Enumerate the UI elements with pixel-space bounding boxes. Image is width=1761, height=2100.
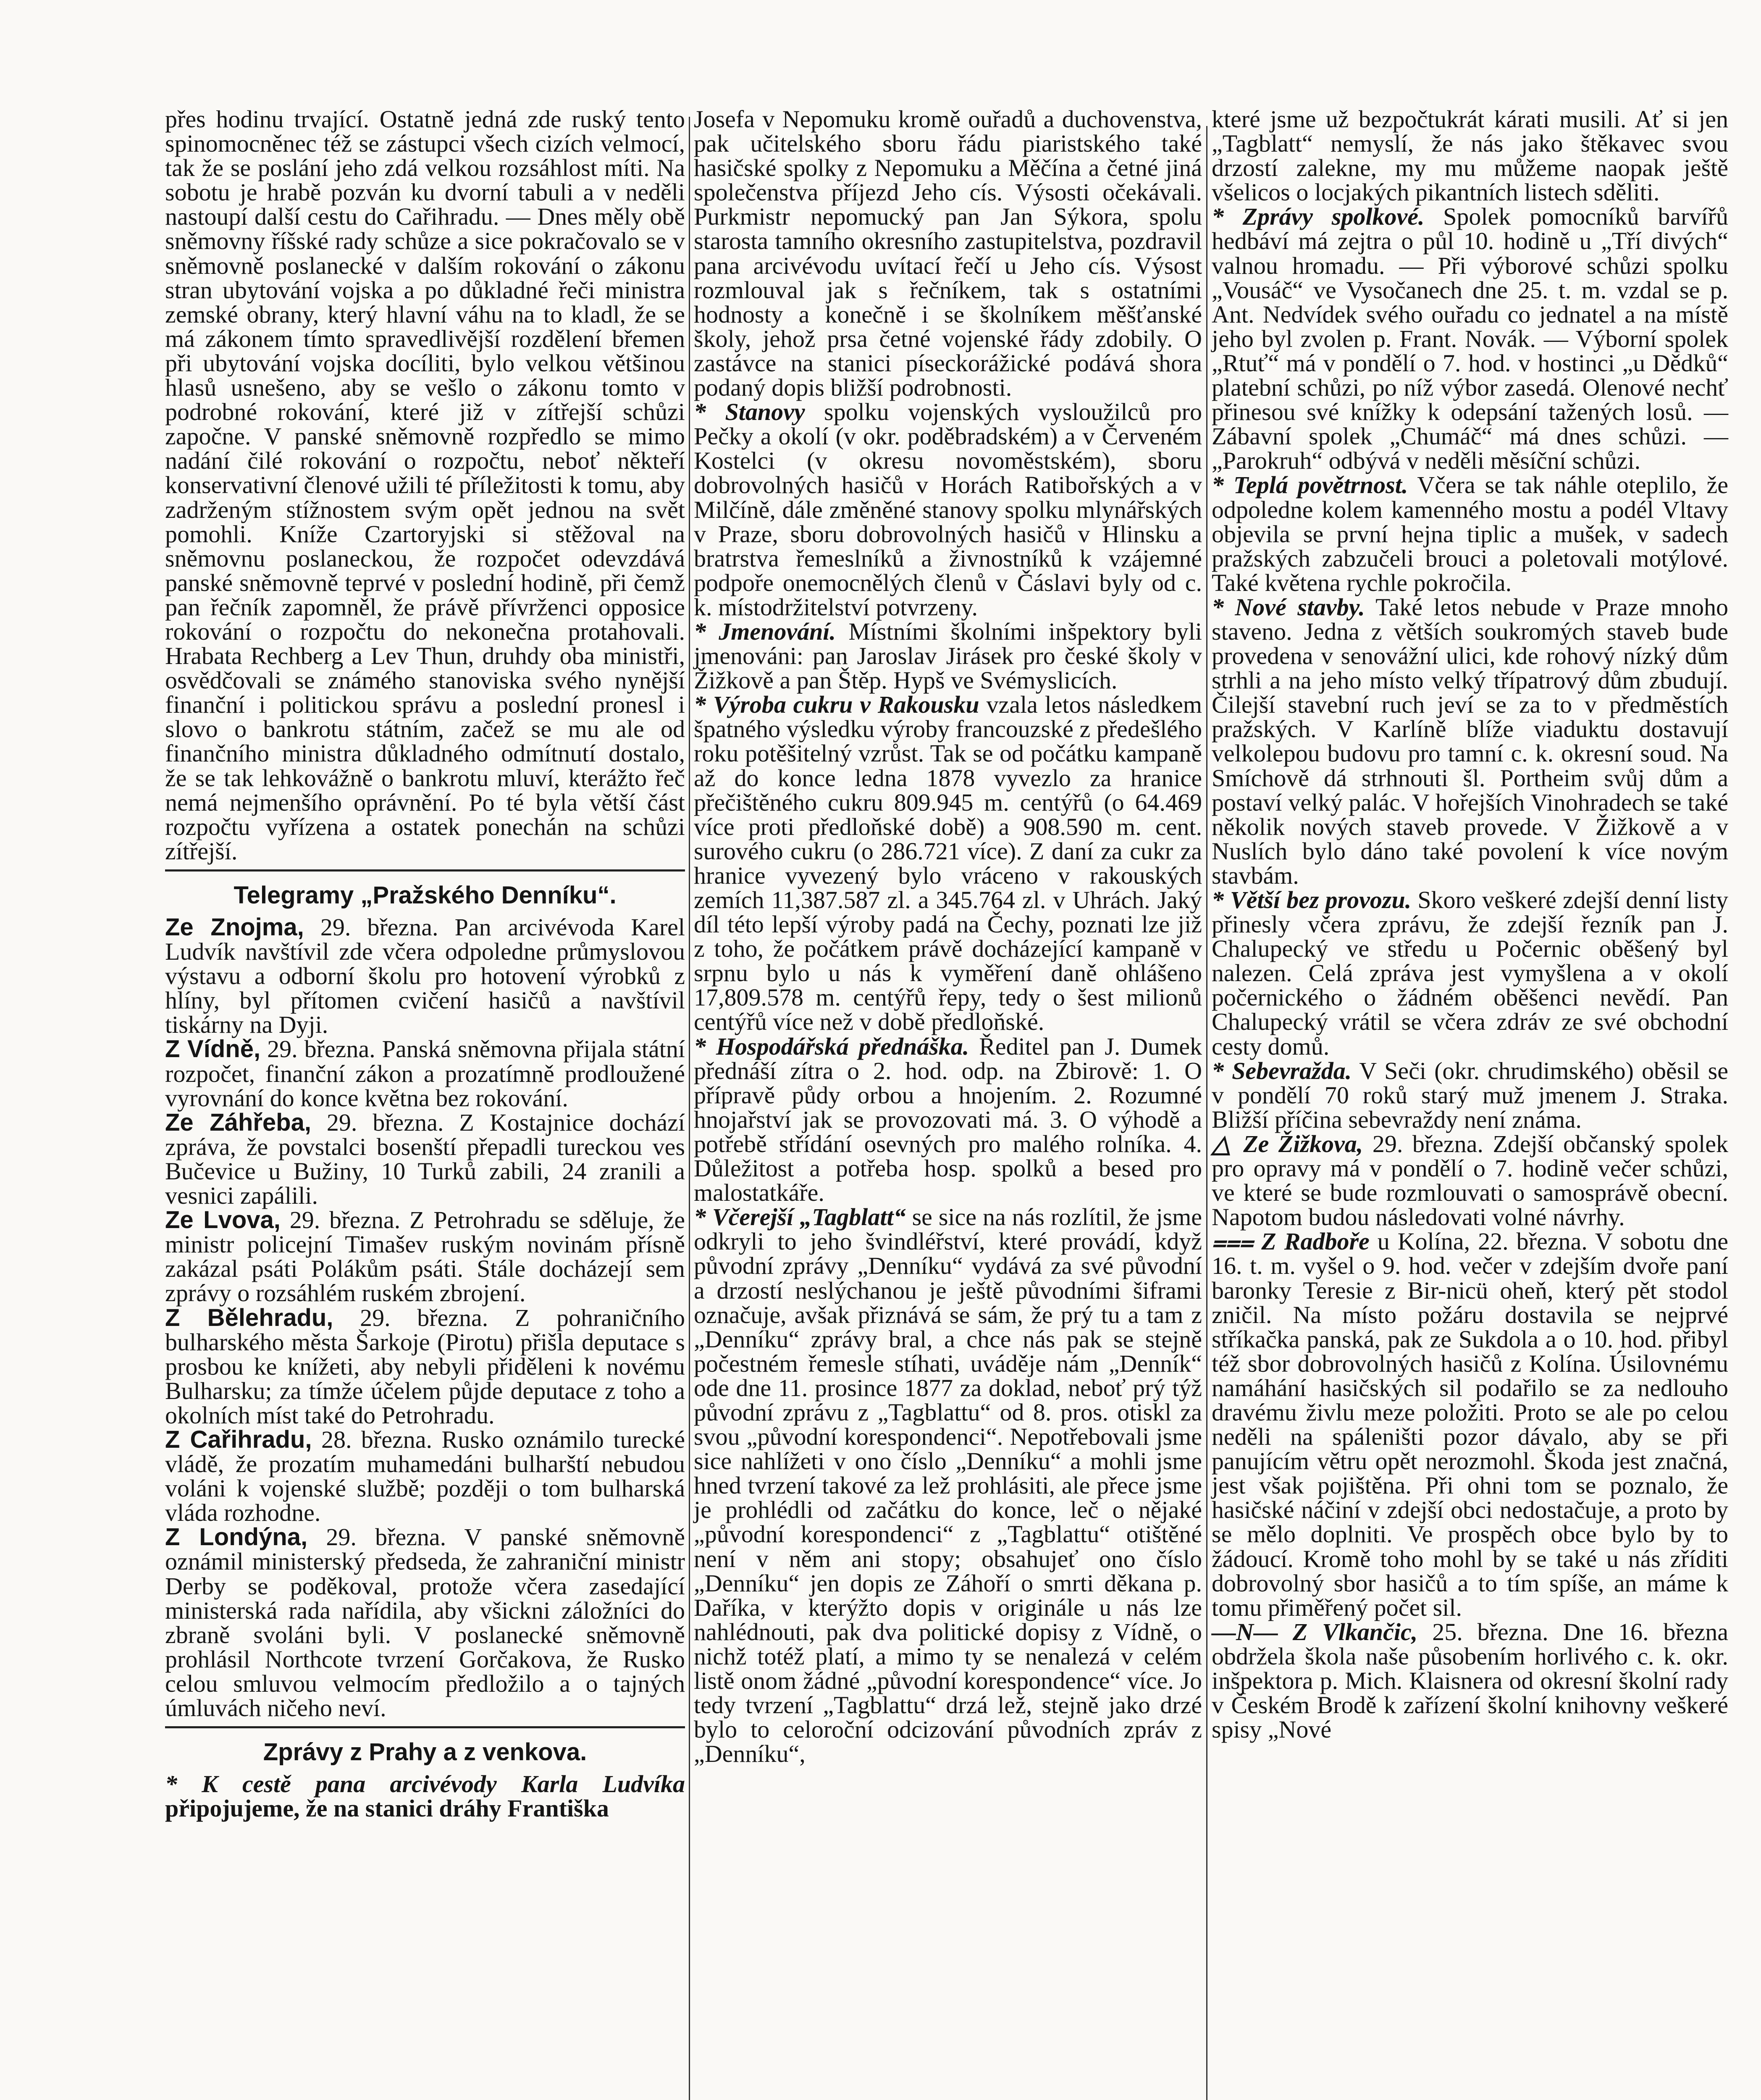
- section-rule: [165, 1726, 685, 1728]
- news-kicker: △ Ze Žižkova,: [1212, 1130, 1363, 1158]
- news-kicker: * Stanovy: [694, 398, 805, 426]
- news-item: [694, 400, 1202, 620]
- section-heading-telegrams: Telegramy „Pražského Denníku“.: [234, 881, 617, 909]
- telegram-item: [165, 1425, 685, 1527]
- news-kicker: * Nové stavby.: [1212, 593, 1365, 621]
- column-divider-1: [689, 117, 690, 2100]
- news-text: se sice na nás rozlítil, že jsme odkryli to jeho švindléřství, které provádí, když původní zprávy „Denníku“ vydává za své původní a drzostí neslýchanou je ještě původními šiframi označuje, avšak přiznává se sám, že prý tu a tam z „Denníku“ zprávy bral, a chce nás pak se stejně počestném řemesle stíhati, uváděje nám „Denník“ ode dne 11. prosince 1877 za doklad, neboť prý týž původní zprávu z „Tagblattu“ od 8. pros. otiskl za svou „původní korespondenci“. Nepotřebovali jsme sice nahlížeti v ono číslo „Denníku“ a mohli jsme hned tvrzení takové za lež prohlásiti, ale přece jsme je prohlédli od začátku do konce, leč o nějaké „původní korespondenci“ z „Tagblattu“ otištěné není v něm ani stopy; obsahujeť ono číslo „Denníku“ jen dopis ze Záhoří o smrti děkana p. Daříka, v kterýžto dopis v originále u nás lze nahlédnouti, pak dva politické dopisy z Vídně, o nichž totéž platí, a mimo ty se nenalezá v celém listě onom žádné „původní korespondence“ více. Jo tedy tvrzení „Tagblattu“ drzá lež, stejně jako drzé bylo to celoroční odcizování původních zpráv z „Denníku“,: [694, 1203, 1202, 1768]
- news-item: [1212, 1059, 1728, 1132]
- telegram-text: 29. března. V panské sněmovně oznámil ministerský předseda, že zahraniční ministr Derby se poděkoval, protože včera zasedající ministerská rada nařídila, aby všickni záložníci do zbraně svoláni byli. V poslanecké sněmovně prohlásil Northcote tvrzení Gorčakova, že Rusko celou smluvou velmocím předložilo a o tajných úmluvách ničeho neví.: [165, 1523, 685, 1722]
- news-kicker: * Včerejší „Tagblatt“: [694, 1203, 906, 1231]
- news-kicker: * Sebevražda.: [1212, 1057, 1352, 1084]
- news-item: [694, 1034, 1202, 1205]
- telegram-text: 29. března. Z pohraničního bulharského města Šarkoje (Pirotu) přišla deputace s prosbou ke knížeti, aby nebyli přiděleni k novému Bulharsku; za tímže účelem půjde deputace z toho a okolních míst také do Petrohradu.: [165, 1304, 685, 1429]
- news-item: [694, 617, 1202, 694]
- column-1: [165, 107, 685, 1821]
- news-item: [1212, 888, 1728, 1059]
- news-text: vzala letos následkem špatného výsledku výroby francouzské z předešlého roku potěšitelný vzrůst. Tak se od počátku kampaně až do konce ledna 1878 vyvezlo za hranice přečištěného cukru 809.945 m. centýřů (o 64.469 více proti předloňské době) a 908.590 m. cent. surového cukru (o 286.721 více). Z daní za cukr za hranice vyvezený bylo vráceno v rakouských zemích 11,387.587 zl. a 345.764 zl. v Uhrách. Jaký díl této lepší výroby padá na Čechy, poznati lze již z toho, že počátkem právě docházející kampaně v srpnu bylo u nás k vyměření daně ohlášeno 17,809.578 m. centýřů řepy, tedy o šest milionů centýřů více než v době předloňské.: [694, 691, 1202, 1036]
- news-text: 29. března. Zdejší občanský spolek pro opravy má v pondělí o 7. hodině večer schůzi, ve které se bude rozmlouvati o samosprávě obecní. Napotom budou následovati volné návrhy.: [1212, 1130, 1728, 1231]
- telegram-text: 29. března. Z Petrohradu se sděluje, že ministr policejní Timašev ruským novinám přísně zakázal psáti Polákům psáti. Stále docházejí sem zprávy o rozsáhlém ruském zbrojení.: [165, 1206, 685, 1307]
- news-text: Ředitel pan J. Dumek přednáší zítra o 2. hod. odp. na Zbirově: 1. O přípravě půdy orbou a hnojením. 2. Rozumné hnojařství jak se provozovati má. 3. O výhodě a potřebě střídání osevných pro malého rolníka. 4. Důležitost a potřeba hosp. spolků a besed pro malostatkáře.: [694, 1032, 1202, 1207]
- news-text: Místními školními inšpektory byli jmenováni: pan Jaroslav Jirásek pro české školy v Žižkově a pan Štěp. Hypš ve Svémyslicích.: [694, 617, 1202, 694]
- article-text: Josefa v Nepomuku kromě ouřadů a duchovenstva, pak učitelského sboru řádu piaristského také hasičské spolky z Nepomuku a Měčína a četné jiná společenstva příjezd Jeho cís. Výsosti očekávali. Purkmistr nepomucký pan Jan Sýkora, spolu starosta tamního okresního zastupitelstva, pozdravil pana arcivévodu uvítací řečí u Jeho cís. Výsost rozmlouval jak s řečníkem, tak s ostatními hodnosty a konečně i se školníkem měšťanské školy, jehož prsa četné vojenské řády zdobily. O zastávce na stanici píseckorážické podává shora podaný dopis bližší podrobnosti.: [694, 105, 1202, 402]
- column-3: [1212, 107, 1728, 1742]
- news-kicker: * Výroba cukru v Rakousku: [694, 691, 979, 719]
- telegram-item: [165, 1037, 685, 1110]
- telegram-text: 29. března. Panská sněmovna přijala státní rozpočet, finanční zákon a prozatímně prodloužené vyrovnání do konce května bez rokování.: [165, 1035, 685, 1112]
- article-text: které jsme už bezpočtukrát kárati musili. Ať si jen „Tagblatt“ nemyslí, že nás jako štěkavec svou drzostí zalekne, my mu můžeme naopak ještě všelicos o locjakých pikantních listech sděliti.: [1212, 105, 1728, 206]
- telegram-text: 28. března. Rusko oznámilo turecké vládě, že prozatím muhamedáni bulharští nebudou voláni k vojenské službě; později o tom bulharská vláda rozhodne.: [165, 1425, 685, 1527]
- news-item: [1212, 205, 1728, 473]
- column-2: [694, 107, 1202, 1766]
- news-kicker: * Zprávy spolkové.: [1212, 203, 1425, 231]
- news-kicker: * Jmenování.: [694, 617, 836, 645]
- telegram-text: 29. března. Z Kostajnice dochází zpráva, že povstalci bosenští přepadli tureckou ves Bučevice u Bužiny, 10 Turků zabili, 24 zranili a vesnici zapálili.: [165, 1108, 685, 1210]
- news-item: [1212, 1229, 1728, 1620]
- news-kicker: * Větší bez provozu.: [1212, 886, 1412, 914]
- news-text: V Seči (okr. chrudimského) oběsil se v pondělí 70 roků starý muž jmenem J. Straka. Bližší příčina sebevraždy není známa.: [1212, 1057, 1728, 1133]
- telegram-dateline: Ze Lvova,: [165, 1206, 281, 1234]
- column-divider-2: [1206, 126, 1207, 2100]
- telegram-dateline: Ze Záhřeba,: [165, 1108, 311, 1136]
- news-text: Skoro veškeré zdejší denní listy přinesly včera zprávu, že zdejší řezník pan J. Chalupecký ve středu u Počernic oběšený byl nalezen. Celá zpráva jest vymyšlena a v okolí počernického o žádném oběšenci nevědí. Pan Chalupecký vrátil se včera zdráv ze své obchodní cesty domů.: [1212, 886, 1729, 1060]
- telegram-item: [165, 1525, 685, 1720]
- article-text: přes hodinu trvající. Ostatně jedná zde ruský tento spinomocněnec též se zástupci všech cizích velmocí, tak že se poslání jeho zdá velkou rozsáhlost míti. Na sobotu je hrabě pozván ku dvorní tabuli a v neděli nastoupí další cestu do Cařihradu. — Dnes měly obě sněmovny říšské rady schůze a sice pokračovalo se v sněmovně poslanecké v dalším rokování o zákonu stran ubytování vojska a po důkladné řeči ministra zemské obrany, který hlavní váhu na to kladl, že se má zákonem tímto spravedlivější rozdělení břemen při ubytování vojska docíliti, bylo velkou většinou hlasů usnešeno, aby se vešlo o zákonu tomto v podrobné rokování, které již v zítřejší schůzi započne. V panské sněmovně rozpředlo se mimo nadání čilé rokování o rozpočtu, neboť někteří konservativní členové užili té příležitosti k tomu, aby zadrženým stížnostem svým opět jednou na svět pomohli. Kníže Czartoryjski si stěžoval na sněmovnu poslaneckou, že rozpočet odevzdává panské sněmovně teprvé v poslední hodině, při čemž pan řečník zapomněl, že právě přívrženci opposice rokování o rozpočtu do nekonečna protahovali. Hrabata Rechberg a Lev Thun, druhdy oba ministři, osvědčovali se známého stanoviska svého nynější finanční i politickou správu a poslední pronesl i slovo o bankrotu státním, začež se mu ale od finančního ministra důkladného odmítnutí dostalo, že se tak lehkovážně o bankrotu mluví, kterážto řeč nemá nejmenšího oprávnění. Po té byla větší část rozpočtu vyřízena a ostatek ponechán na schůzi zítřejší.: [165, 105, 685, 865]
- telegram-dateline: Ze Znojma,: [165, 914, 304, 941]
- news-kicker: * Hospodářská přednáška.: [694, 1032, 969, 1060]
- news-item: [1212, 1620, 1728, 1742]
- telegram-dateline: Z Cařihradu,: [165, 1425, 312, 1453]
- telegram-dateline: Z Vídně,: [165, 1035, 261, 1063]
- news-text: Včera se tak náhle oteplilo, že odpoledne kolem kamenného mostu a podél Vltavy objevila se první hejna tiplic a mušek, v sadech pražských zabzučeli brouci a poletovali motýlové. Také květena rychle pokročila.: [1212, 471, 1729, 596]
- section-heading-news: Zprávy z Prahy a z venkova.: [263, 1738, 587, 1766]
- news-text: Také letos nebude v Praze mnoho staveno. Jedna z větších soukromých staveb bude provedena v senovážní ulici, kde rohový nízký dům strhli a na jeho místo velký třípatrový dům zbudují. Čilejší stavební ruch jeví se za to v předměstích pražských. V Karlíně blíže viaduktu dostavují velkolepou budovu pro tamní c. k. okresní soud. Na Smíchově dá strhnouti šl. Portheim svůj dům a postaví velký palác. V hořejších Vinohradech se také několik nových staveb provede. V Žižkově a v Nuslích bylo dáno také povolení k více novým stavbám.: [1212, 593, 1728, 889]
- telegram-dateline: Z Londýna,: [165, 1523, 308, 1551]
- news-kicker: * Teplá povětrnost.: [1212, 471, 1408, 499]
- news-item: [1212, 1132, 1728, 1229]
- news-item: [1212, 595, 1728, 888]
- telegram-item: [165, 1110, 685, 1208]
- news-text: spolku vojenských vysloužilců pro Pečky a okolí (v okr. poděbradském) a v Červeném Kostelci (v okresu novoměstském), sboru dobrovolných hasičů v Horách Ratibořských a v Milčíně, dále změněné stanovy spolku mlynářských v Praze, sboru dobrovolných hasičů v Hlinsku a bratrstva řemeslníků a živnostníků k vzájemné podpoře onemocnělých členů v Čáslavi byly od c. k. místodržitelství potvrzeny.: [694, 398, 1202, 621]
- telegram-text: 29. března. Pan arcivévoda Karel Ludvík navštívil zde včera odpoledne průmyslovou výstavu a odborní školu pro hotovení výrobků z hlíny, byl přítomen cvičení hasičů a navštívil tiskárny na Dyji.: [165, 914, 685, 1039]
- telegram-item: [165, 915, 685, 1037]
- news-text: Spolek pomocníků barvířů hedbáví má zejtra o půl 10. hodině u „Tří divých“ valnou hromadu. — Při výborové schůzi spolku „Vousáč“ ve Vysočanech dne 25. t. m. vzdal se p. Ant. Nedvídek svého ouřadu co jednatel a na místě jeho byl zvolen p. Frant. Novák. — Výborní spolek „Rtuť“ má v pondělí o 7. hod. v hostinci „u Dědků“ platební schůzi, po níž výbor zasedá. Olenové nechť přinesou své knížky k odepsání tažených losů. — Zábavní spolek „Chumáč“ má dnes schůzi. — „Parokruh“ odbývá v neděli měsíční schůzi.: [1212, 203, 1728, 475]
- telegram-item: [165, 1208, 685, 1305]
- news-item: [165, 1772, 685, 1821]
- telegram-item: [165, 1306, 685, 1428]
- news-text: u Kolína, 22. března. V sobotu dne 16. t. m. vyšel o 9. hod. večer v zdejším dvoře paní baronky Teresie z Bir-nicü oheň, který pět stodol zničil. Na místo požáru dostavila se nejprvé stříkačka panská, pak ze Sukdola a o 10. hod. přibyl též sbor dobrovolných hasičů z Kolína. Úsilovnému namáhání hasičských sil podařilo se za nedlouho dravému živlu meze položiti. Proto se ale po celou neděli na spáleništi pozor dávalo, aby se při panujícím větru opět nerozmohl. Škoda jest značná, jest však pojištěna. Při ohni tom se poznalo, že hasičské náčiní v zdejší obci nedostačuje, a proto by se mělo doplniti. Ve prospěch obce bylo by to žádoucí. Kromě toho mohl by se také u nás zříditi dobrovolný sbor hasičů a to tím spíše, an máme k tomu přiměřený počet sil.: [1212, 1228, 1728, 1621]
- news-kicker: —N— Z Vlkančic,: [1212, 1618, 1418, 1646]
- news-item: [694, 1205, 1202, 1766]
- news-item: [694, 693, 1202, 1034]
- section-rule: [165, 869, 685, 872]
- news-text: 25. března. Dne 16. března obdržela škola naše působením horlivého c. k. okr. inšpektora p. Mich. Klaisnera od okresní školní rady v Českém Brodě k zařízení školní knihovny veškeré spisy „Nové: [1212, 1618, 1729, 1743]
- news-item: [1212, 473, 1728, 595]
- news-text: připojujeme, že na stanici dráhy Františka: [165, 1795, 609, 1822]
- news-kicker: ⩶ Z Radboře: [1212, 1228, 1370, 1255]
- news-kicker: * K cestě pana arcivévody Karla Ludvíka: [165, 1770, 685, 1798]
- telegram-dateline: Z Bělehradu,: [165, 1304, 333, 1331]
